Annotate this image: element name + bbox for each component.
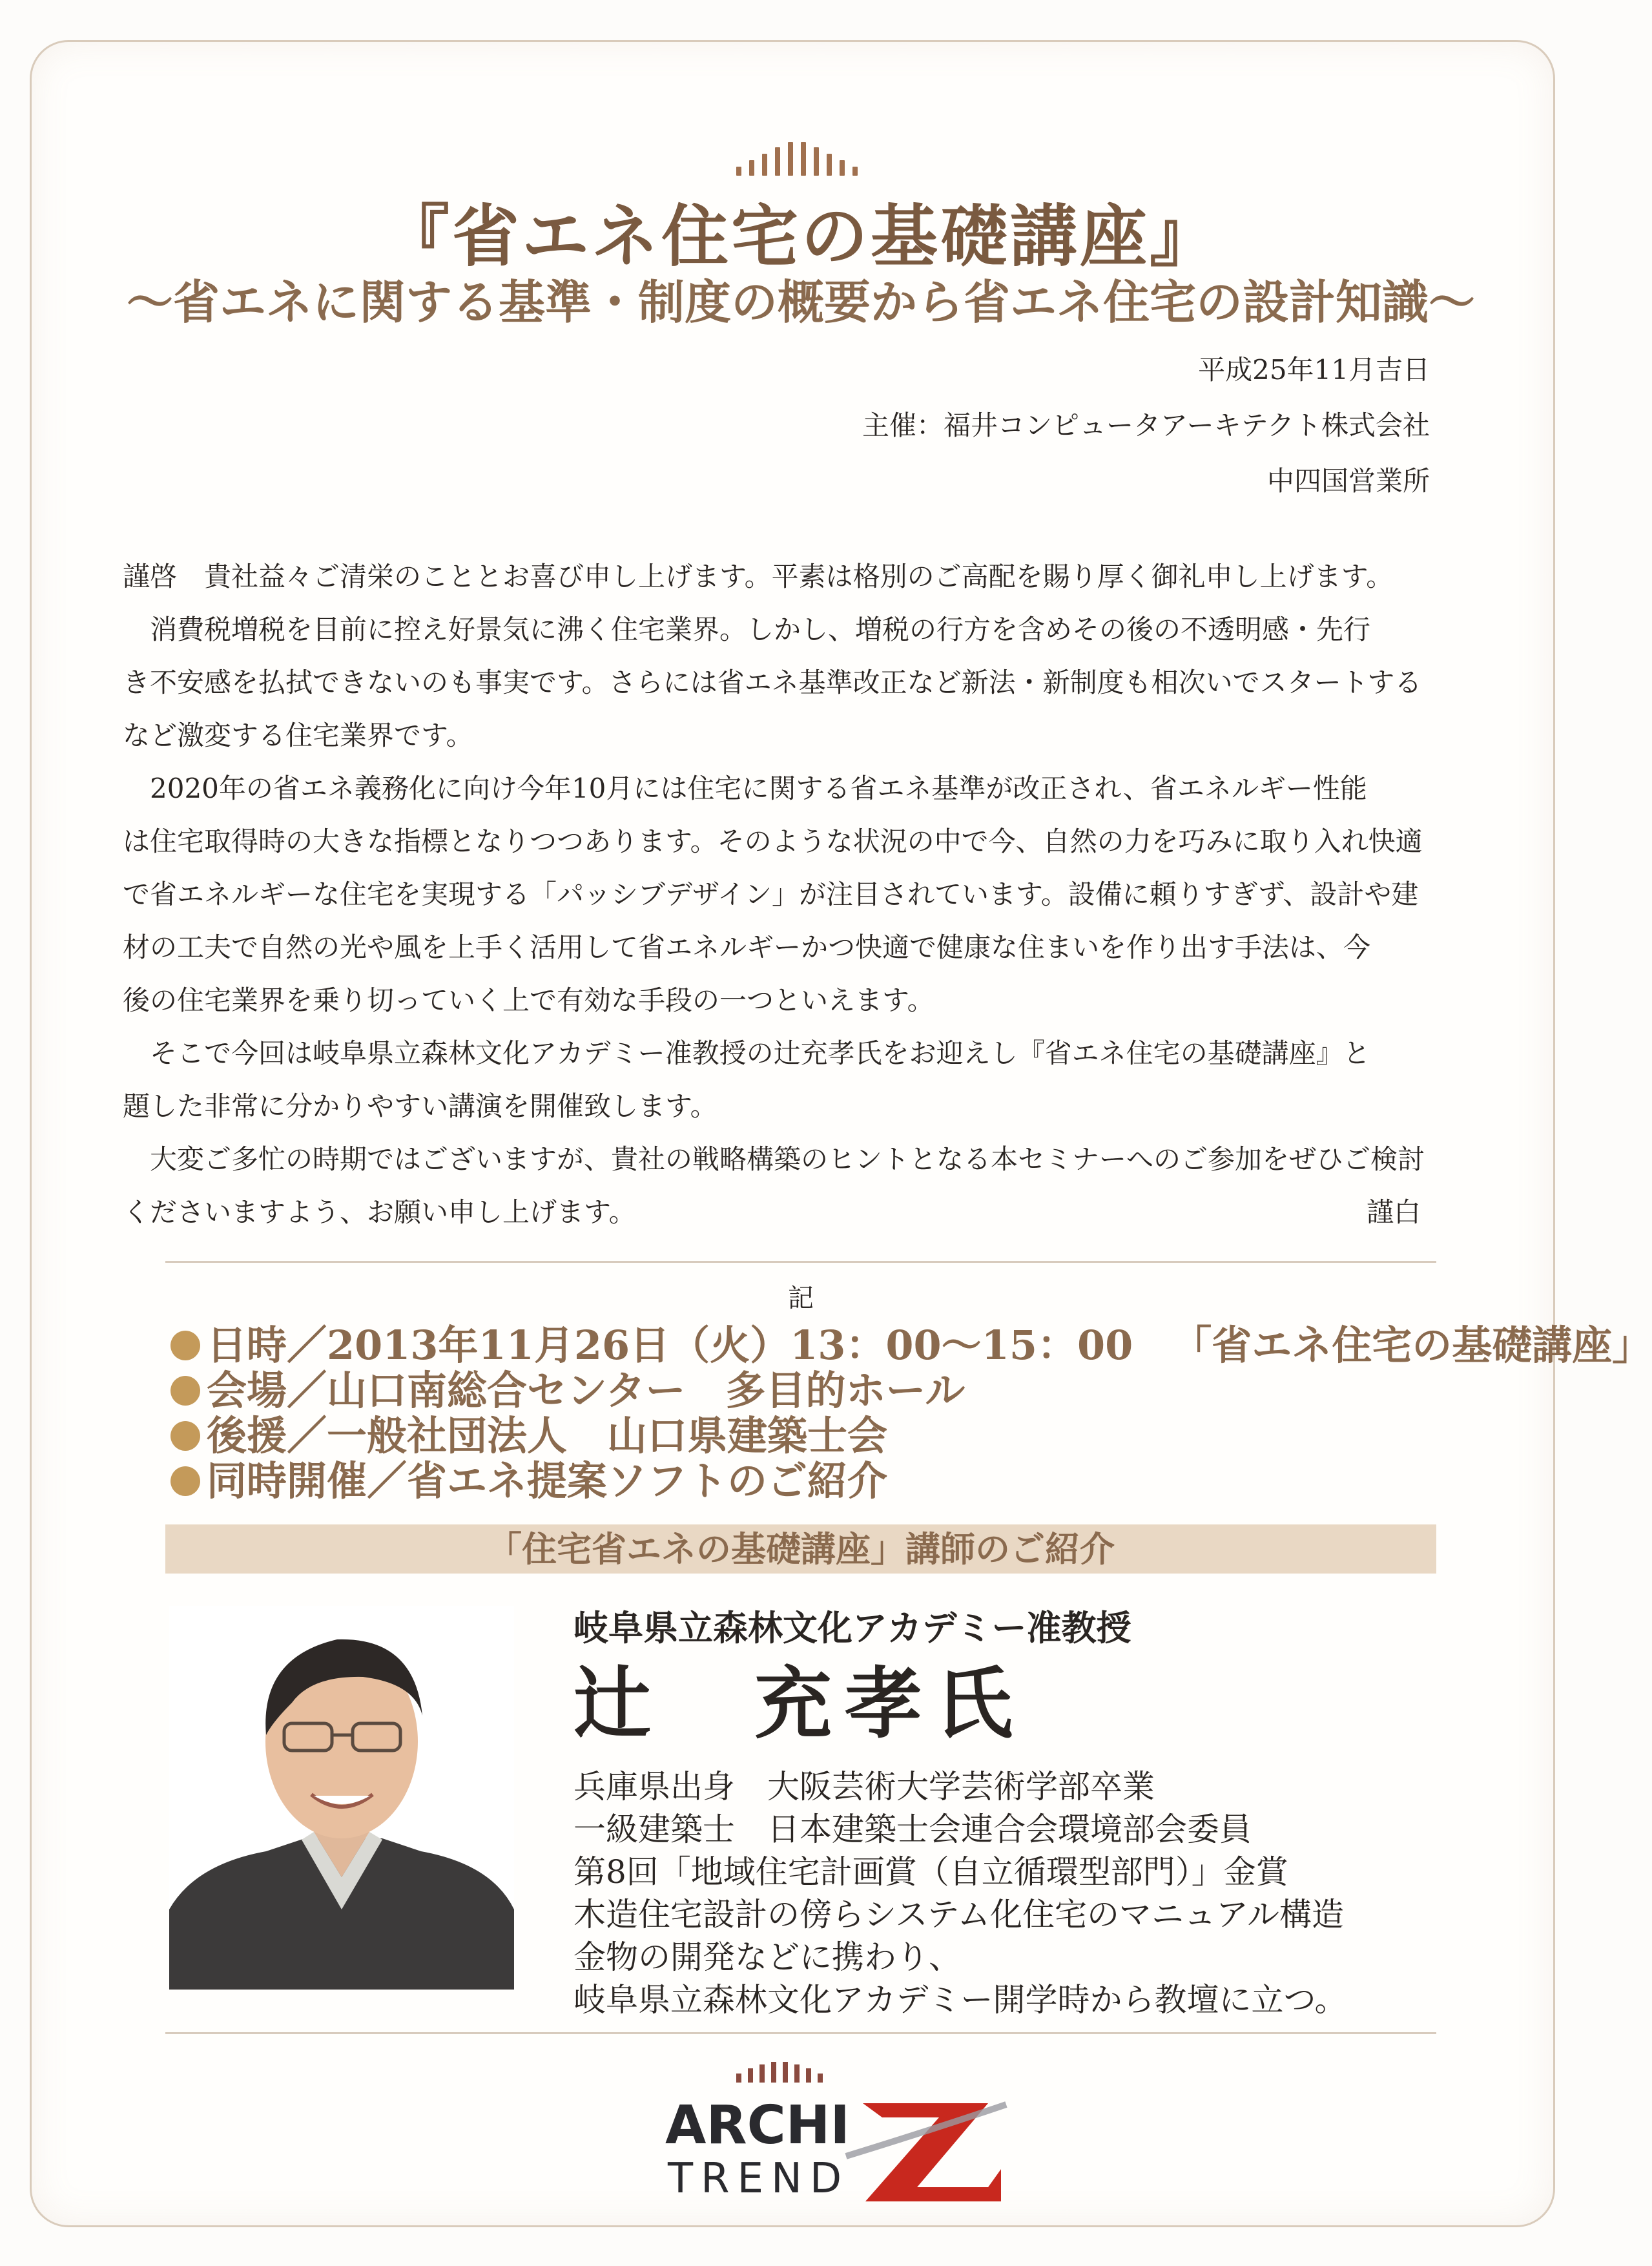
body-line: 2020年の省エネ義務化に向け今年10月には住宅に関する省エネ基準が改正され、省エネルギー性能 bbox=[150, 773, 1367, 804]
body-line: 題した非常に分かりやすい講演を開催致します。 bbox=[123, 1090, 718, 1122]
body-line: など激変する住宅業界です。 bbox=[123, 720, 473, 751]
speaker-affiliation: 岐阜県立森林文化アカデミー准教授 bbox=[573, 1608, 1131, 1648]
bio-line: 兵庫県出身 大阪芸術大学芸術学部卒業 bbox=[573, 1768, 1155, 1805]
bio-line: 金物の開発などに携わり、 bbox=[573, 1939, 961, 1976]
body-line: くださいますよう、お願い申し上げます。 bbox=[123, 1196, 636, 1228]
body-line: は住宅取得時の大きな指標となりつつあります。そのような状況の中で今、自然の力を巧みに取り入れ快適 bbox=[123, 826, 1423, 857]
page-subtitle: ～省エネに関する基準・制度の概要から省エネ住宅の設計知識～ bbox=[126, 275, 1475, 329]
page-title: 『省エネ住宅の基礎講座』 bbox=[382, 196, 1219, 276]
detail-support: 後援／一般社団法人 山口県建築士会 bbox=[170, 1413, 1652, 1459]
letter-meta bbox=[862, 342, 1430, 509]
speaker-banner: 「住宅省エネの基礎講座」講師のご紹介 bbox=[165, 1524, 1436, 1574]
event-details bbox=[170, 1323, 1652, 1504]
bio-line: 岐阜県立森林文化アカデミー開学時から教壇に立つ。 bbox=[573, 1981, 1347, 2019]
detail-datetime: 日時／2013年11月26日（火）13：00～15：00 「省エネ住宅の基礎講座」 bbox=[170, 1323, 1652, 1368]
detail-venue: 会場／山口南総合センター 多目的ホール bbox=[170, 1368, 1652, 1413]
body-line: 大変ご多忙の時期ではございますが、貴社の戦略構築のヒントとなる本セミナーへのご参加をぜひご検討 bbox=[150, 1143, 1425, 1175]
logo-z-mark bbox=[863, 2103, 1001, 2201]
speaker-portrait-image bbox=[169, 1606, 514, 1990]
logo-graphic bbox=[652, 2059, 1014, 2221]
divider bbox=[165, 1261, 1436, 1263]
body-line: 材の工夫で自然の光や風を上手く活用して省エネルギーかつ快適で健康な住まいを作り出す手法は、今 bbox=[123, 931, 1371, 963]
bullet-icon bbox=[170, 1466, 200, 1496]
speaker-bio bbox=[573, 1765, 1347, 2021]
issue-date: 平成25年11月吉日 bbox=[1198, 354, 1430, 386]
speaker-profile bbox=[573, 1601, 1347, 2021]
closing-row bbox=[123, 1186, 1421, 1239]
ki-heading: 記 bbox=[788, 1284, 814, 1313]
title-ornament bbox=[723, 137, 878, 176]
seminar-name: 「省エネ住宅の基礎講座」 bbox=[1172, 1322, 1652, 1369]
letter-body bbox=[123, 550, 1425, 1239]
body-line: で省エネルギーな住宅を実現する「パッシブデザイン」が注目されています。設備に頼りすぎず、設計や建 bbox=[123, 878, 1419, 910]
bio-line: 第8回「地域住宅計画賞（自立循環型部門）」金賞 bbox=[573, 1853, 1288, 1891]
speaker-name: 辻 充孝氏 bbox=[573, 1658, 1026, 1749]
detail-concurrent: 同時開催／省エネ提案ソフトのご紹介 bbox=[170, 1459, 1652, 1504]
organizer: 主催：福井コンピュータアーキテクト株式会社 bbox=[862, 410, 1430, 441]
bio-line: 一級建築士 日本建築士会連合会環境部会委員 bbox=[573, 1811, 1252, 1848]
archi-trend-logo bbox=[652, 2059, 1014, 2221]
bullet-icon bbox=[170, 1376, 200, 1406]
bullet-icon bbox=[170, 1331, 200, 1360]
divider bbox=[165, 2032, 1436, 2034]
body-line: き不安感を払拭できないのも事実です。さらには省エネ基準改正など新法・新制度も相次いでスタートする bbox=[123, 667, 1422, 698]
logo-word-trend: TREND bbox=[668, 2155, 850, 2203]
speaker-photo bbox=[169, 1606, 514, 1990]
branch-office: 中四国営業所 bbox=[1266, 465, 1430, 497]
body-line: そこで今回は岐阜県立森林文化アカデミー准教授の辻充孝氏をお迎えし『省エネ住宅の基礎講座』と bbox=[150, 1037, 1370, 1069]
bio-line: 木造住宅設計の傍らシステム化住宅のマニュアル構造 bbox=[573, 1896, 1344, 1933]
closing-word: 謹白 bbox=[1366, 1196, 1421, 1228]
body-line: 謹啓 貴社益々ご清栄のこととお喜び申し上げます。平素は格別のご高配を賜り厚く御礼申し上げます。 bbox=[123, 561, 1394, 592]
logo-word-archi: ARCHI bbox=[665, 2095, 850, 2156]
body-line: 後の住宅業界を乗り切っていく上で有効な手段の一つといえます。 bbox=[123, 984, 934, 1016]
body-line: 消費税増税を目前に控え好景気に沸く住宅業界。しかし、増税の行方を含めその後の不透明感・先行 bbox=[150, 614, 1371, 645]
bullet-icon bbox=[170, 1421, 200, 1451]
